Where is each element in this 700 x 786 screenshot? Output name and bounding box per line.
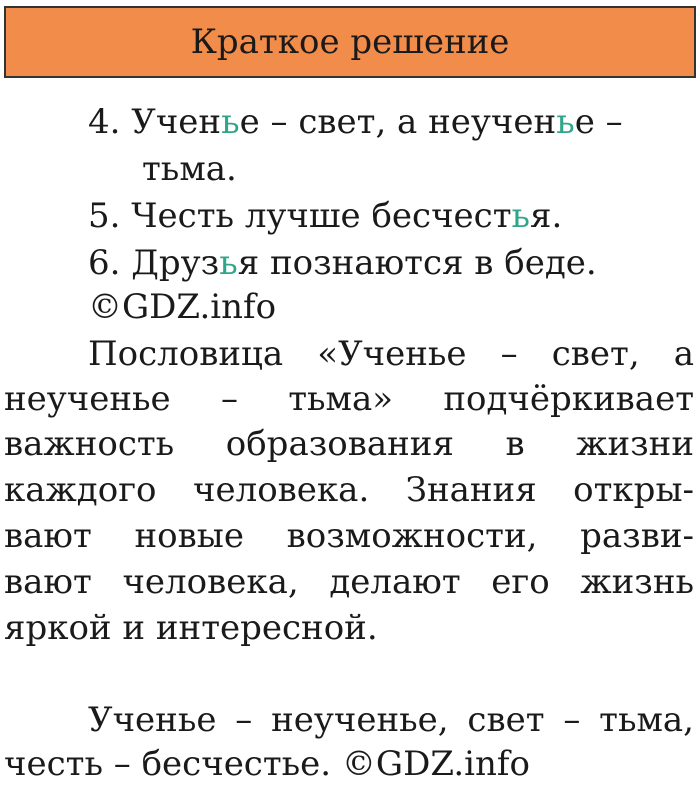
proverb-4-text-middle: е – свет, а неучен <box>239 102 557 142</box>
paragraph-line-7: яркой и интересной. <box>4 608 378 648</box>
proverb-5-text-start: 5. Честь лучше бесчест <box>88 196 512 236</box>
paragraph-line-1: Пословица «Ученье – свет, а <box>88 334 694 374</box>
page-title: Краткое решение <box>190 22 510 62</box>
proverb-5-highlight: ь <box>511 196 531 236</box>
paragraph-line-4: каждого человека. Знания откры- <box>4 470 694 510</box>
proverb-4-text-end: е – <box>574 102 623 142</box>
proverb-6-line <box>88 241 597 285</box>
proverb-6-text-end: я познаются в беде. <box>237 243 597 283</box>
header-bar <box>4 6 696 78</box>
proverb-4-highlight-1: ь <box>221 102 240 142</box>
summary-line-2: честь – бесчестье. ©GDZ.info <box>4 744 530 784</box>
paragraph-line-3: важность образования в жизни <box>4 424 694 464</box>
proverb-5-line <box>88 194 562 238</box>
paragraph-line-2: неученье – тьма» подчёркивает <box>4 379 694 419</box>
paragraph-line-6: вают человека, делают его жизнь <box>4 562 694 602</box>
watermark-text: ©GDZ.info <box>88 287 277 327</box>
proverb-5-text-end: я. <box>530 196 563 236</box>
paragraph-line-5: вают новые возможности, разви- <box>4 516 694 556</box>
proverb-4-line-1 <box>88 100 623 144</box>
proverb-4-highlight-2: ь <box>556 102 575 142</box>
proverb-6-text-start: 6. Друз <box>88 243 220 283</box>
proverb-6-highlight: ь <box>219 243 238 283</box>
proverb-4-line-2: тьма. <box>142 149 237 189</box>
summary-line-1: Ученье – неученье, свет – тьма, <box>88 700 694 740</box>
proverb-4-text-start: 4. Учен <box>88 102 222 142</box>
